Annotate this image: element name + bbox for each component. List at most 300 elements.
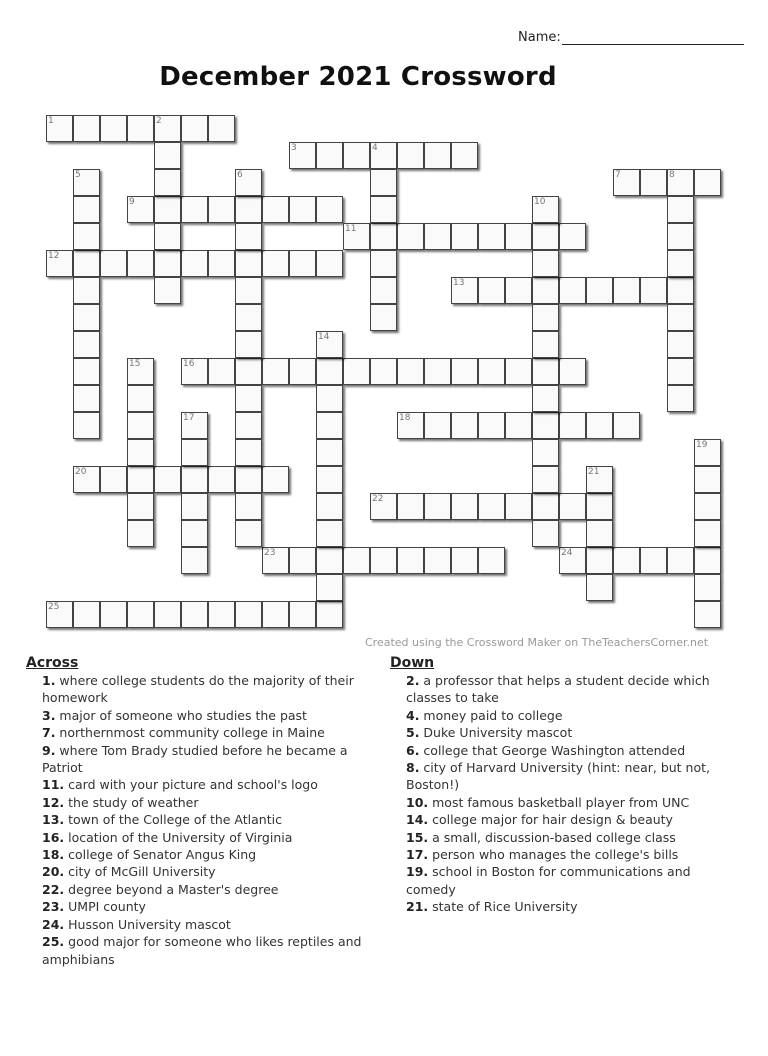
grid-cell[interactable]: [262, 601, 289, 628]
grid-cell[interactable]: [316, 520, 343, 547]
grid-cell[interactable]: [370, 142, 397, 169]
clue-text: college of Senator Angus King: [64, 847, 257, 863]
grid-cell[interactable]: [370, 250, 397, 277]
clue-number: 24.: [42, 916, 65, 932]
clue-number: 18: [399, 413, 411, 423]
name-blank-line[interactable]: [562, 30, 744, 45]
page-title: December 2021 Crossword: [159, 62, 557, 92]
grid-cell[interactable]: [181, 115, 208, 142]
clue-text: major of someone who studies the past: [55, 707, 307, 723]
grid-cell[interactable]: [505, 412, 532, 439]
clue-number: 24: [561, 548, 573, 558]
down-clue: [390, 846, 735, 863]
clue-text: a professor that helps a student decide which classes to take: [406, 673, 710, 706]
clue-text: card with your picture and school's logo: [64, 777, 318, 793]
clue-number: 25: [48, 602, 60, 612]
grid-cell[interactable]: [613, 547, 640, 574]
grid-cell[interactable]: [181, 250, 208, 277]
grid-cell[interactable]: [262, 196, 289, 223]
grid-cell[interactable]: [235, 493, 262, 520]
grid-cell[interactable]: [127, 601, 154, 628]
grid-cell[interactable]: [316, 601, 343, 628]
grid-cell[interactable]: [532, 277, 559, 304]
grid-cell[interactable]: [559, 223, 586, 250]
down-heading: Down: [390, 655, 435, 671]
grid-cell[interactable]: [478, 277, 505, 304]
grid-cell[interactable]: [73, 277, 100, 304]
clue-number: 6: [237, 170, 243, 180]
grid-cell[interactable]: [451, 493, 478, 520]
grid-cell[interactable]: [289, 547, 316, 574]
grid-cell[interactable]: [73, 358, 100, 385]
grid-cell[interactable]: [640, 169, 667, 196]
grid-cell[interactable]: [667, 277, 694, 304]
grid-cell[interactable]: [532, 331, 559, 358]
grid-cell[interactable]: [235, 601, 262, 628]
grid-cell[interactable]: [370, 277, 397, 304]
grid-cell[interactable]: [262, 250, 289, 277]
grid-cell[interactable]: [370, 493, 397, 520]
grid-cell[interactable]: [586, 547, 613, 574]
grid-cell[interactable]: [181, 412, 208, 439]
down-clue: [390, 707, 735, 724]
grid-cell[interactable]: [181, 466, 208, 493]
across-clue: [26, 794, 376, 811]
clue-number: 20: [75, 467, 87, 477]
down-clue: [390, 863, 735, 898]
down-clue: [390, 742, 735, 759]
grid-cell[interactable]: [532, 385, 559, 412]
name-field[interactable]: [518, 30, 744, 45]
crossword-grid: [46, 115, 726, 635]
grid-cell[interactable]: [451, 223, 478, 250]
grid-cell[interactable]: [505, 493, 532, 520]
grid-cell[interactable]: [127, 520, 154, 547]
grid-cell[interactable]: [586, 520, 613, 547]
grid-cell[interactable]: [424, 493, 451, 520]
clue-number: 2: [156, 116, 162, 126]
grid-cell[interactable]: [343, 547, 370, 574]
grid-cell[interactable]: [208, 601, 235, 628]
grid-cell[interactable]: [586, 574, 613, 601]
clue-number: 21: [588, 467, 600, 477]
clue-number: 18.: [42, 847, 65, 863]
clue-number: 7: [615, 170, 621, 180]
clue-number: 19: [696, 440, 708, 450]
clue-number: 14: [318, 332, 330, 342]
down-clue: [390, 829, 735, 846]
grid-cell[interactable]: [181, 493, 208, 520]
grid-cell[interactable]: [73, 466, 100, 493]
grid-cell[interactable]: [343, 142, 370, 169]
grid-cell[interactable]: [100, 115, 127, 142]
grid-cell[interactable]: [208, 250, 235, 277]
grid-cell[interactable]: [478, 493, 505, 520]
grid-cell[interactable]: [73, 115, 100, 142]
grid-cell[interactable]: [559, 493, 586, 520]
grid-cell[interactable]: [154, 250, 181, 277]
grid-cell[interactable]: [289, 250, 316, 277]
grid-cell[interactable]: [235, 439, 262, 466]
across-clue: [26, 724, 376, 741]
down-clue: [390, 794, 735, 811]
across-clue: [26, 916, 376, 933]
clue-number: 11.: [42, 777, 65, 793]
grid-cell[interactable]: [235, 358, 262, 385]
grid-cell[interactable]: [613, 412, 640, 439]
grid-cell[interactable]: [262, 466, 289, 493]
grid-cell[interactable]: [694, 547, 721, 574]
clue-number: 23: [264, 548, 276, 558]
clue-number: 1.: [42, 673, 56, 688]
clue-number: 13: [453, 278, 465, 288]
clue-number: 23.: [42, 899, 65, 915]
clue-text: location of the University of Virginia: [64, 829, 293, 845]
grid-cell[interactable]: [505, 223, 532, 250]
grid-cell[interactable]: [370, 169, 397, 196]
grid-cell[interactable]: [262, 358, 289, 385]
grid-cell[interactable]: [343, 358, 370, 385]
grid-cell[interactable]: [694, 493, 721, 520]
grid-cell[interactable]: [73, 412, 100, 439]
grid-cell[interactable]: [424, 358, 451, 385]
grid-cell[interactable]: [208, 196, 235, 223]
grid-cell[interactable]: [370, 223, 397, 250]
clue-number: 15.: [406, 829, 429, 845]
clue-text: where college students do the majority of their homework: [42, 673, 354, 706]
grid-cell[interactable]: [694, 169, 721, 196]
grid-cell[interactable]: [181, 439, 208, 466]
grid-cell[interactable]: [208, 358, 235, 385]
grid-cell[interactable]: [46, 250, 73, 277]
clue-number: 20.: [42, 864, 65, 880]
grid-cell[interactable]: [316, 250, 343, 277]
clue-number: 7.: [42, 725, 56, 741]
across-clue: [26, 881, 376, 898]
grid-cell[interactable]: [73, 331, 100, 358]
grid-cell[interactable]: [532, 358, 559, 385]
grid-cell[interactable]: [181, 520, 208, 547]
across-clue: [26, 672, 376, 707]
grid-cell[interactable]: [370, 358, 397, 385]
clue-text: person who manages the college's bills: [428, 847, 679, 863]
grid-cell[interactable]: [127, 412, 154, 439]
grid-cell[interactable]: [73, 169, 100, 196]
clue-text: college major for hair design & beauty: [428, 812, 673, 828]
clue-number: 10.: [406, 794, 429, 810]
grid-cell[interactable]: [667, 358, 694, 385]
grid-cell[interactable]: [505, 358, 532, 385]
grid-cell[interactable]: [289, 196, 316, 223]
grid-cell[interactable]: [127, 439, 154, 466]
down-clue-list: [390, 672, 735, 916]
grid-cell[interactable]: [154, 115, 181, 142]
down-clue: [390, 898, 735, 915]
clue-number: 12.: [42, 794, 65, 810]
grid-cell[interactable]: [127, 115, 154, 142]
across-clue: [26, 776, 376, 793]
clue-text: college that George Washington attended: [419, 742, 686, 758]
grid-cell[interactable]: [478, 358, 505, 385]
grid-cell[interactable]: [667, 304, 694, 331]
grid-cell[interactable]: [505, 277, 532, 304]
grid-cell[interactable]: [343, 223, 370, 250]
grid-cell[interactable]: [181, 601, 208, 628]
name-label: Name:: [518, 30, 561, 45]
grid-cell[interactable]: [73, 196, 100, 223]
grid-cell[interactable]: [532, 196, 559, 223]
across-clue: [26, 846, 376, 863]
grid-cell[interactable]: [532, 304, 559, 331]
clue-number: 5.: [406, 725, 420, 741]
clue-text: Husson University mascot: [64, 916, 231, 932]
grid-cell[interactable]: [478, 547, 505, 574]
grid-cell[interactable]: [559, 277, 586, 304]
grid-cell[interactable]: [667, 223, 694, 250]
across-clue: [26, 707, 376, 724]
grid-cell[interactable]: [532, 466, 559, 493]
clue-number: 19.: [406, 864, 429, 880]
grid-cell[interactable]: [154, 169, 181, 196]
grid-cell[interactable]: [640, 277, 667, 304]
grid-cell[interactable]: [586, 493, 613, 520]
grid-cell[interactable]: [235, 196, 262, 223]
grid-cell[interactable]: [586, 412, 613, 439]
grid-cell[interactable]: [451, 142, 478, 169]
grid-cell[interactable]: [316, 439, 343, 466]
grid-cell[interactable]: [208, 115, 235, 142]
grid-cell[interactable]: [100, 601, 127, 628]
clue-text: city of McGill University: [64, 864, 216, 880]
grid-cell[interactable]: [262, 547, 289, 574]
grid-cell[interactable]: [154, 196, 181, 223]
down-clue: [390, 759, 735, 794]
clue-number: 1: [48, 116, 54, 126]
grid-cell[interactable]: [235, 466, 262, 493]
grid-cell[interactable]: [370, 547, 397, 574]
grid-cell[interactable]: [424, 412, 451, 439]
grid-cell[interactable]: [181, 358, 208, 385]
grid-cell[interactable]: [208, 466, 235, 493]
clue-text: where Tom Brady studied before he became a Patriot: [42, 742, 348, 776]
grid-cell[interactable]: [73, 250, 100, 277]
grid-cell[interactable]: [397, 493, 424, 520]
down-clue: [390, 811, 735, 828]
clue-text: school in Boston for communications and comedy: [406, 864, 691, 897]
grid-cell[interactable]: [235, 169, 262, 196]
grid-cell[interactable]: [370, 304, 397, 331]
grid-cell[interactable]: [613, 169, 640, 196]
grid-cell[interactable]: [100, 466, 127, 493]
grid-cell[interactable]: [289, 358, 316, 385]
grid-cell[interactable]: [424, 547, 451, 574]
grid-cell[interactable]: [73, 304, 100, 331]
grid-cell[interactable]: [532, 412, 559, 439]
grid-cell[interactable]: [73, 601, 100, 628]
grid-cell[interactable]: [370, 196, 397, 223]
grid-cell[interactable]: [235, 412, 262, 439]
grid-cell[interactable]: [316, 196, 343, 223]
grid-cell[interactable]: [316, 331, 343, 358]
grid-cell[interactable]: [640, 547, 667, 574]
clue-text: state of Rice University: [428, 899, 578, 915]
grid-cell[interactable]: [532, 520, 559, 547]
grid-cell[interactable]: [424, 142, 451, 169]
grid-cell[interactable]: [235, 385, 262, 412]
down-clue: [390, 724, 735, 741]
down-clue: [390, 672, 735, 707]
clue-text: good major for someone who likes reptiles and amphibians: [42, 934, 362, 967]
clue-number: 5: [75, 170, 81, 180]
down-clues: [390, 654, 735, 916]
grid-cell[interactable]: [694, 574, 721, 601]
grid-cell[interactable]: [694, 601, 721, 628]
clue-text: northernmost community college in Maine: [55, 725, 325, 741]
grid-cell[interactable]: [397, 412, 424, 439]
grid-cell[interactable]: [235, 520, 262, 547]
grid-cell[interactable]: [235, 277, 262, 304]
clue-text: the study of weather: [64, 794, 199, 810]
clue-number: 3: [291, 143, 297, 153]
grid-cell[interactable]: [73, 223, 100, 250]
grid-cell[interactable]: [235, 304, 262, 331]
clue-number: 22.: [42, 881, 65, 897]
grid-cell[interactable]: [424, 223, 451, 250]
grid-cell[interactable]: [154, 223, 181, 250]
grid-cell[interactable]: [451, 547, 478, 574]
clue-text: money paid to college: [419, 707, 563, 723]
grid-cell[interactable]: [154, 466, 181, 493]
grid-cell[interactable]: [397, 547, 424, 574]
clue-number: 3.: [42, 707, 56, 723]
grid-cell[interactable]: [667, 169, 694, 196]
grid-cell[interactable]: [235, 331, 262, 358]
grid-cell[interactable]: [667, 331, 694, 358]
grid-cell[interactable]: [667, 250, 694, 277]
clue-text: most famous basketball player from UNC: [428, 794, 690, 810]
clue-number: 9: [129, 197, 135, 207]
grid-cell[interactable]: [397, 358, 424, 385]
clue-text: Duke University mascot: [419, 725, 573, 741]
clue-number: 10: [534, 197, 546, 207]
clue-text: town of the College of the Atlantic: [64, 812, 282, 828]
clue-number: 21.: [406, 899, 429, 915]
across-clue-list: [26, 672, 376, 968]
grid-cell[interactable]: [559, 412, 586, 439]
clue-number: 15: [129, 359, 141, 369]
grid-cell[interactable]: [235, 223, 262, 250]
grid-cell[interactable]: [694, 466, 721, 493]
grid-cell[interactable]: [586, 466, 613, 493]
grid-cell[interactable]: [397, 142, 424, 169]
grid-cell[interactable]: [154, 601, 181, 628]
clue-text: a small, discussion-based college class: [428, 829, 676, 845]
grid-cell[interactable]: [559, 547, 586, 574]
grid-cell[interactable]: [316, 547, 343, 574]
grid-cell[interactable]: [289, 142, 316, 169]
grid-cell[interactable]: [316, 466, 343, 493]
grid-cell[interactable]: [667, 385, 694, 412]
clue-number: 16.: [42, 829, 65, 845]
grid-cell[interactable]: [289, 601, 316, 628]
grid-cell[interactable]: [478, 223, 505, 250]
clue-number: 17.: [406, 847, 429, 863]
grid-cell[interactable]: [181, 196, 208, 223]
across-clue: [26, 829, 376, 846]
grid-cell[interactable]: [73, 385, 100, 412]
across-heading: Across: [26, 655, 79, 671]
grid-cell[interactable]: [235, 250, 262, 277]
clue-number: 12: [48, 251, 60, 261]
grid-cell[interactable]: [532, 250, 559, 277]
grid-cell[interactable]: [46, 115, 73, 142]
grid-cell[interactable]: [532, 493, 559, 520]
across-clue: [26, 811, 376, 828]
across-clue: [26, 742, 376, 777]
clue-text: UMPI county: [64, 899, 146, 915]
grid-cell[interactable]: [532, 439, 559, 466]
clue-number: 13.: [42, 812, 65, 828]
clue-text: city of Harvard University (hint: near, but not, Boston!): [406, 760, 710, 793]
credit-line: Created using the Crossword Maker on TheTeachersCorner.net: [365, 636, 709, 649]
grid-cell[interactable]: [316, 358, 343, 385]
grid-cell[interactable]: [127, 358, 154, 385]
across-clue: [26, 898, 376, 915]
grid-cell[interactable]: [316, 493, 343, 520]
clue-number: 25.: [42, 934, 65, 950]
grid-cell[interactable]: [667, 547, 694, 574]
grid-cell[interactable]: [532, 223, 559, 250]
clue-number: 17: [183, 413, 195, 423]
grid-cell[interactable]: [613, 277, 640, 304]
grid-cell[interactable]: [127, 385, 154, 412]
grid-cell[interactable]: [694, 520, 721, 547]
grid-cell[interactable]: [451, 358, 478, 385]
grid-cell[interactable]: [316, 142, 343, 169]
grid-cell[interactable]: [127, 250, 154, 277]
clue-number: 14.: [406, 812, 429, 828]
grid-cell[interactable]: [559, 358, 586, 385]
across-clue: [26, 933, 376, 968]
grid-cell[interactable]: [316, 574, 343, 601]
clue-number: 9.: [42, 742, 56, 758]
grid-cell[interactable]: [397, 223, 424, 250]
grid-cell[interactable]: [316, 412, 343, 439]
grid-cell[interactable]: [127, 196, 154, 223]
grid-cell[interactable]: [667, 196, 694, 223]
grid-cell[interactable]: [154, 142, 181, 169]
grid-cell[interactable]: [451, 277, 478, 304]
grid-cell[interactable]: [586, 277, 613, 304]
clue-number: 22: [372, 494, 384, 504]
grid-cell[interactable]: [127, 493, 154, 520]
grid-cell[interactable]: [181, 547, 208, 574]
grid-cell[interactable]: [316, 385, 343, 412]
clue-number: 8.: [406, 760, 420, 776]
grid-cell[interactable]: [478, 412, 505, 439]
grid-cell[interactable]: [154, 277, 181, 304]
grid-cell[interactable]: [46, 601, 73, 628]
grid-cell[interactable]: [451, 412, 478, 439]
grid-cell[interactable]: [694, 439, 721, 466]
clue-number: 2.: [406, 673, 420, 688]
clue-number: 11: [345, 224, 357, 234]
grid-cell[interactable]: [100, 250, 127, 277]
clue-number: 6.: [406, 742, 420, 758]
clue-number: 4.: [406, 707, 420, 723]
clue-text: degree beyond a Master's degree: [64, 881, 279, 897]
grid-cell[interactable]: [127, 466, 154, 493]
